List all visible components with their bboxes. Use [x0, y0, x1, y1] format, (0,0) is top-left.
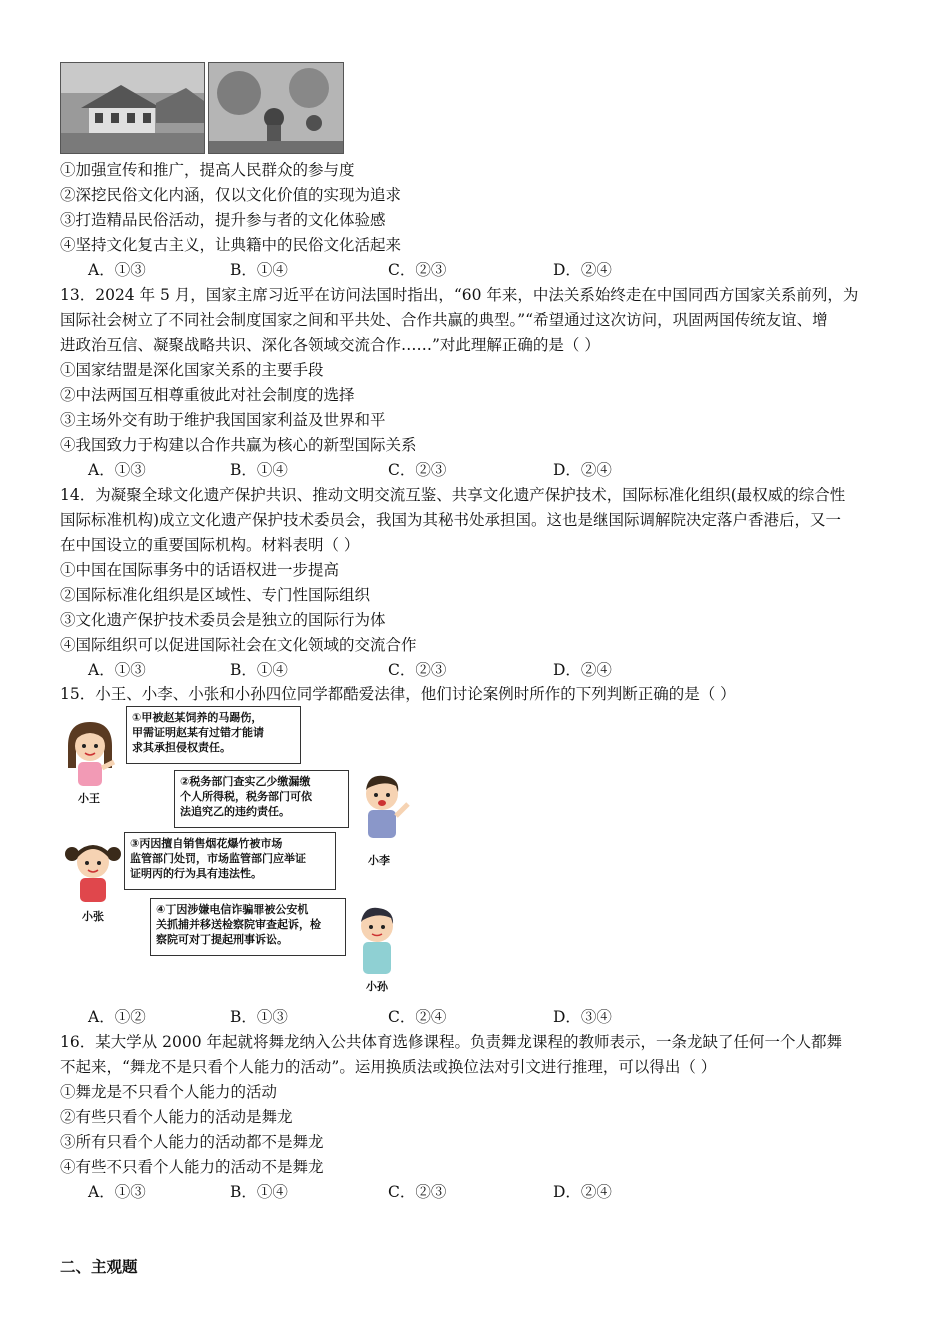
xiaowang-name: 小王 [78, 792, 100, 805]
q12-option-1: ①加强宣传和推广，提高人民群众的参与度 [60, 161, 355, 179]
q14-choice-c[interactable]: C．②③ [388, 661, 447, 679]
q13-choice-b[interactable]: B．①④ [230, 461, 288, 479]
q13-stem-line-3: 进政治互信、凝聚战略共识、深化各领域交流合作……”对此理解正确的是（ ） [60, 336, 600, 354]
q13-choice-d[interactable]: D．②④ [553, 461, 612, 479]
q14-option-1: ①中国在国际事务中的话语权进一步提高 [60, 561, 340, 579]
folk-building-photo [60, 62, 205, 154]
q16-choices [88, 1182, 688, 1202]
q13-choice-a[interactable]: A．①③ [88, 461, 146, 479]
xiaowang-bubble [126, 706, 301, 764]
q13-option-3: ③主场外交有助于维护我国国家利益及世界和平 [60, 411, 386, 429]
q12-choices [88, 260, 688, 280]
xiaozhang-bubble-line-3: 证明丙的行为具有违法性。 [130, 867, 262, 880]
q16-option-2: ②有些只看个人能力的活动是舞龙 [60, 1108, 293, 1126]
q13-stem-line-2: 国际社会树立了不同社会制度国家之间和平共处、合作共赢的典型。”“希望通过这次访问，巩固两国传统友谊、增 [60, 311, 828, 329]
q16-option-4: ④有些不只看个人能力的活动不是舞龙 [60, 1158, 324, 1176]
xiaowang-bubble-line-2: 甲需证明赵某有过错才能请 [132, 726, 264, 739]
xiaoli-bubble-line-1: ②税务部门查实乙少缴漏缴 [180, 775, 311, 788]
xiaosun-bubble-line-2: 关抓捕并移送检察院审查起诉，检 [156, 918, 321, 931]
xiaosun-bubble-line-3: 察院可对丁提起刑事诉讼。 [156, 933, 288, 946]
q12-choice-d[interactable]: D．②④ [553, 261, 612, 279]
xiaoli-figure-icon [354, 768, 414, 848]
xiaosun-bubble-line-1: ④丁因涉嫌电信诈骗罪被公安机 [156, 903, 309, 916]
q15-choice-a[interactable]: A．①② [88, 1008, 146, 1026]
xiaowang-bubble-line-1: ①甲被赵某饲养的马踢伤， [132, 711, 263, 724]
xiaosun-figure-icon [348, 902, 406, 978]
q14-option-3: ③文化遗产保护技术委员会是独立的国际行为体 [60, 611, 386, 629]
q12-choice-c[interactable]: C．②③ [388, 261, 447, 279]
q13-choice-c[interactable]: C．②③ [388, 461, 447, 479]
xiaowang-figure-icon [62, 718, 118, 788]
q13-option-1: ①国家结盟是深化国家关系的主要手段 [60, 361, 324, 379]
q15-choices [88, 1007, 688, 1027]
xiaowang-bubble-line-3: 求其承担侵权责任。 [132, 741, 231, 754]
q13-option-4: ④我国致力于构建以合作共赢为核心的新型国际关系 [60, 436, 417, 454]
q16-stem-line-2: 不起来，“舞龙不是只看个人能力的活动”。运用换质法或换位法对引文进行推理，可以得出（ ） [60, 1058, 717, 1076]
q16-stem-line-1: 16．某大学从 2000 年起就将舞龙纳入公共体育选修课程。负责舞龙课程的教师表示，一条龙缺了任何一个人都舞 [60, 1033, 843, 1051]
q14-option-4: ④国际组织可以促进国际社会在文化领域的交流合作 [60, 636, 417, 654]
q16-choice-a[interactable]: A．①③ [88, 1183, 146, 1201]
q16-option-1: ①舞龙是不只看个人能力的活动 [60, 1083, 278, 1101]
q14-choices [88, 660, 688, 680]
q12-option-4: ④坚持文化复古主义，让典籍中的民俗文化活起来 [60, 236, 402, 254]
xiaozhang-bubble-line-1: ③丙因擅自销售烟花爆竹被市场 [130, 837, 283, 850]
xiaoli-bubble [174, 770, 349, 828]
q16-choice-c[interactable]: C．②③ [388, 1183, 447, 1201]
xiaozhang-bubble-line-2: 监管部门处罚，市场监管部门应举证 [130, 852, 306, 865]
xiaozhang-bubble [124, 832, 336, 890]
xiaosun-name: 小孙 [366, 980, 388, 993]
q14-choice-d[interactable]: D．②④ [553, 661, 612, 679]
xiaozhang-figure-icon [64, 836, 122, 904]
q15-choice-d[interactable]: D．③④ [553, 1008, 612, 1026]
xiaoli-bubble-line-2: 个人所得税，税务部门可依 [180, 790, 312, 803]
q15-stem: 15．小王、小李、小张和小孙四位同学都酷爱法律，他们讨论案例时所作的下列判断正确的是（ ） [60, 685, 736, 703]
q15-choice-c[interactable]: C．②④ [388, 1008, 447, 1026]
xiaosun-bubble [150, 898, 346, 956]
q12-option-3: ③打造精品民俗活动，提升参与者的文化体验感 [60, 211, 386, 229]
q14-choice-a[interactable]: A．①③ [88, 661, 146, 679]
folk-scene-photo [208, 62, 344, 154]
q16-choice-b[interactable]: B．①④ [230, 1183, 288, 1201]
section-heading: 二、主观题 [60, 1258, 138, 1276]
q16-option-3: ③所有只看个人能力的活动都不是舞龙 [60, 1133, 324, 1151]
q12-option-2: ②深挖民俗文化内涵，仅以文化价值的实现为追求 [60, 186, 402, 204]
q13-stem-line-1: 13．2024 年 5 月，国家主席习近平在访问法国时指出，“60 年来，中法关系始终走在中国同西方国家关系前列，为 [60, 286, 859, 304]
q14-choice-b[interactable]: B．①④ [230, 661, 288, 679]
q15-cartoon [62, 706, 422, 998]
q13-choices [88, 460, 688, 480]
q15-choice-b[interactable]: B．①③ [230, 1008, 288, 1026]
q12-choice-a[interactable]: A．①③ [88, 261, 146, 279]
q13-option-2: ②中法两国互相尊重彼此对社会制度的选择 [60, 386, 355, 404]
xiaoli-name: 小李 [368, 854, 390, 867]
q16-choice-d[interactable]: D．②④ [553, 1183, 612, 1201]
q12-choice-b[interactable]: B．①④ [230, 261, 288, 279]
q14-stem-line-1: 14．为凝聚全球文化遗产保护共识、推动文明交流互鉴、共享文化遗产保护技术，国际标准化组织(最权威的综合性 [60, 486, 846, 504]
q14-stem-line-3: 在中国设立的重要国际机构。材料表明（ ） [60, 536, 360, 554]
xiaozhang-name: 小张 [82, 910, 104, 923]
q14-stem-line-2: 国际标准机构)成立文化遗产保护技术委员会，我国为其秘书处承担国。这也是继国际调解院决定落户香港后，又一 [60, 511, 842, 529]
q14-option-2: ②国际标准化组织是区域性、专门性国际组织 [60, 586, 371, 604]
xiaoli-bubble-line-3: 法追究乙的违约责任。 [180, 805, 290, 818]
